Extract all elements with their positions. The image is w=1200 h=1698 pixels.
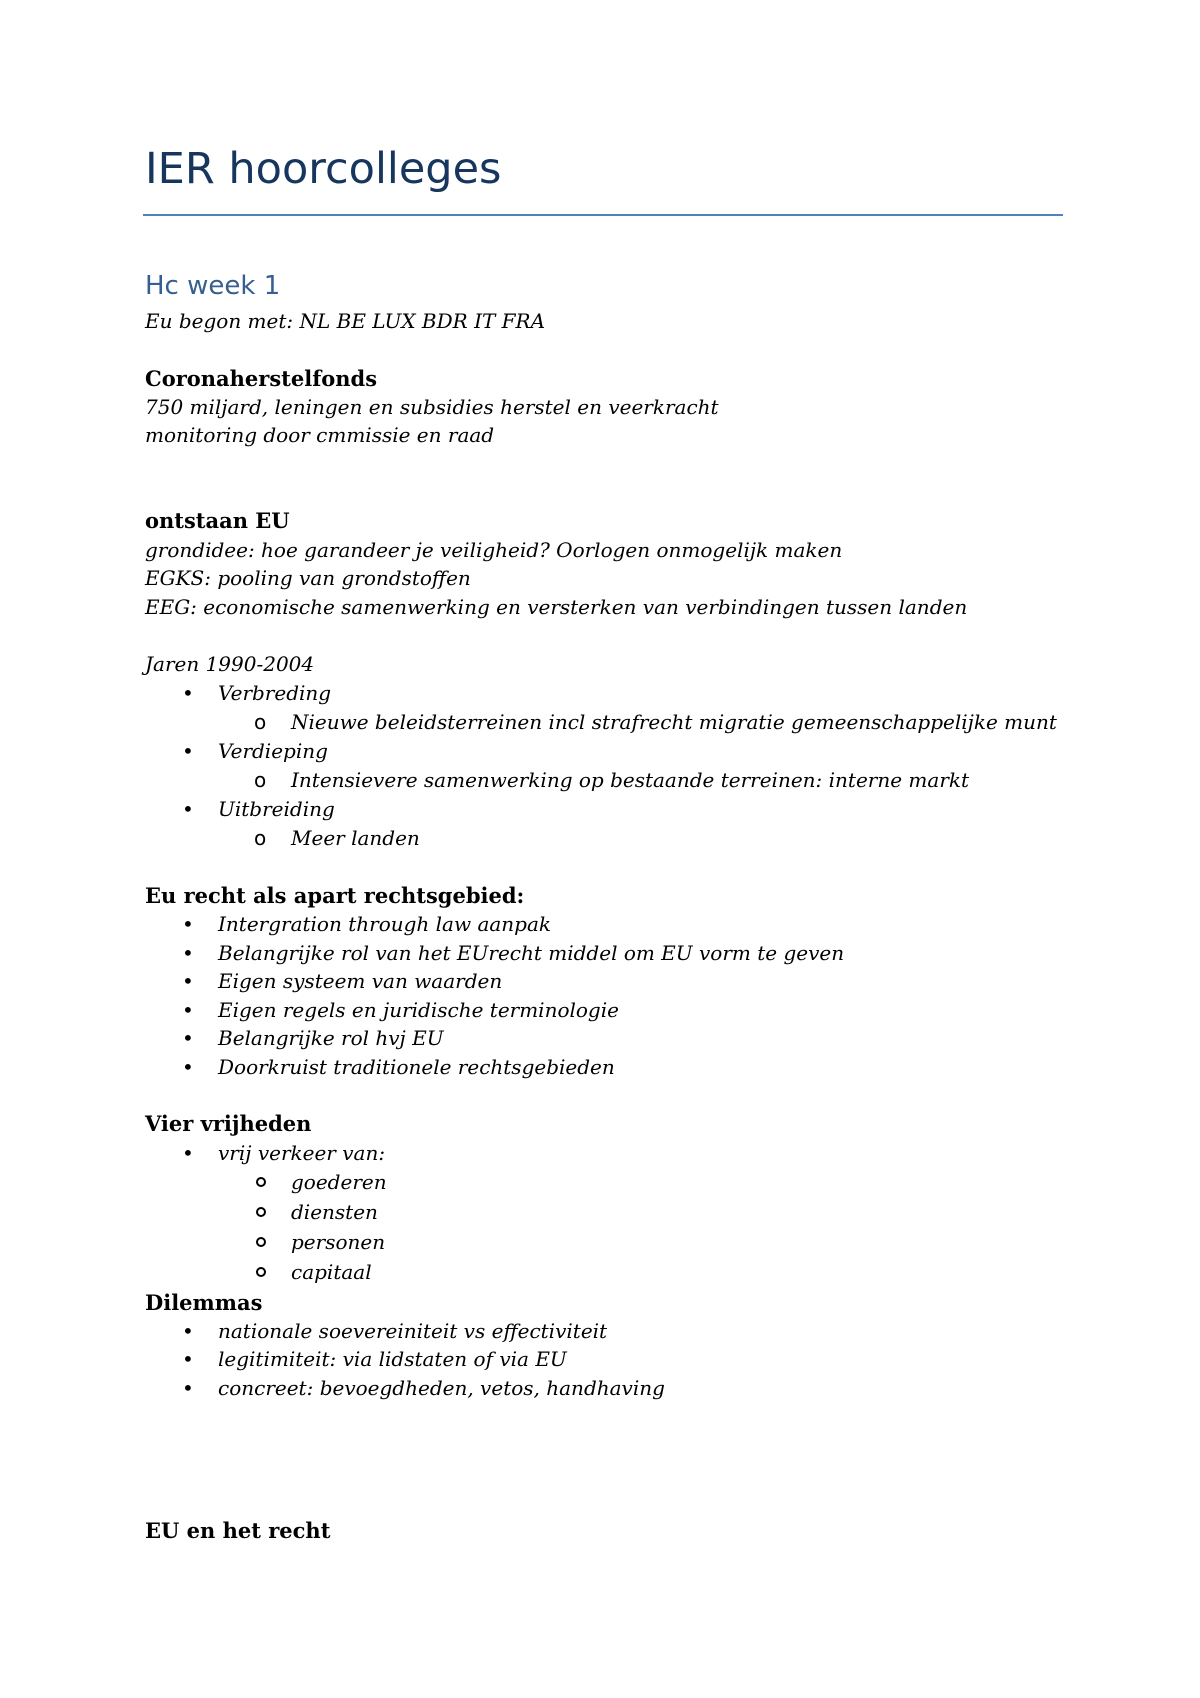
list-item: legitimiteit: via lidstaten of via EU: [218, 1347, 567, 1371]
ontstaan-line: EGKS: pooling van grondstoffen: [145, 566, 471, 590]
bullet: •: [182, 1055, 194, 1079]
intro-line: Eu begon met: NL BE LUX BDR IT FRA: [145, 309, 546, 333]
list-subitem: Meer landen: [291, 826, 420, 850]
sub-bullet-ring: [256, 1267, 266, 1277]
sub-bullet: o: [254, 826, 267, 850]
jaren-heading: Jaren 1990-2004: [145, 652, 315, 676]
list-item: Verbreding: [218, 681, 332, 705]
list-item: Doorkruist traditionele rechtsgebieden: [218, 1055, 615, 1079]
bullet: •: [182, 797, 194, 821]
list-subitem: Intensievere samenwerking op bestaande terreinen: interne markt: [291, 768, 970, 792]
list-subitem: capitaal: [291, 1260, 372, 1284]
corona-line: monitoring door cmmissie en raad: [145, 423, 495, 447]
title-underline: [143, 214, 1063, 216]
bullet: •: [182, 998, 194, 1022]
list-subitem: diensten: [291, 1200, 378, 1224]
bullet: •: [182, 941, 194, 965]
list-subitem: Nieuwe beleidsterreinen incl strafrecht migratie gemeenschappelijke munt: [291, 710, 1057, 734]
sub-bullet-ring: [256, 1177, 266, 1187]
sub-bullet-ring: [256, 1237, 266, 1247]
vrijheden-heading: Vier vrijheden: [145, 1111, 312, 1136]
sub-bullet: o: [254, 768, 267, 792]
bullet: •: [182, 1376, 194, 1400]
last-heading: EU en het recht: [145, 1518, 331, 1543]
bullet: •: [182, 681, 194, 705]
list-item: vrij verkeer van:: [218, 1141, 386, 1165]
list-item: nationale soevereiniteit vs effectiviteit: [218, 1319, 608, 1343]
list-subitem: personen: [291, 1230, 386, 1254]
document-title: IER hoorcolleges: [145, 144, 502, 194]
ontstaan-line: EEG: economische samenwerking en versterken van verbindingen tussen landen: [145, 595, 968, 619]
bullet: •: [182, 739, 194, 763]
dilemmas-heading: Dilemmas: [145, 1290, 263, 1315]
sub-bullet: o: [254, 710, 267, 734]
ontstaan-line: grondidee: hoe garandeer je veiligheid? Oorlogen onmogelijk maken: [145, 538, 843, 562]
bullet: •: [182, 1026, 194, 1050]
list-item: Belangrijke rol van het EUrecht middel om EU vorm te geven: [218, 941, 845, 965]
list-item: Intergration through law aanpak: [218, 912, 552, 936]
bullet: •: [182, 969, 194, 993]
section-heading: Hc week 1: [145, 271, 281, 301]
bullet: •: [182, 1319, 194, 1343]
corona-line: 750 miljard, leningen en subsidies herstel en veerkracht: [145, 395, 719, 419]
list-item: Belangrijke rol hvj EU: [218, 1026, 444, 1050]
list-item: Eigen systeem van waarden: [218, 969, 503, 993]
bullet: •: [182, 1347, 194, 1371]
bullet: •: [182, 912, 194, 936]
list-item: concreet: bevoegdheden, vetos, handhaving: [218, 1376, 665, 1400]
list-subitem: goederen: [291, 1170, 387, 1194]
ontstaan-heading: ontstaan EU: [145, 508, 290, 533]
bullet: •: [182, 1141, 194, 1165]
list-item: Eigen regels en juridische terminologie: [218, 998, 619, 1022]
list-item: Uitbreiding: [218, 797, 335, 821]
corona-heading: Coronaherstelfonds: [145, 366, 378, 391]
eurecht-heading: Eu recht als apart rechtsgebied:: [145, 883, 525, 908]
sub-bullet-ring: [256, 1207, 266, 1217]
list-item: Verdieping: [218, 739, 328, 763]
